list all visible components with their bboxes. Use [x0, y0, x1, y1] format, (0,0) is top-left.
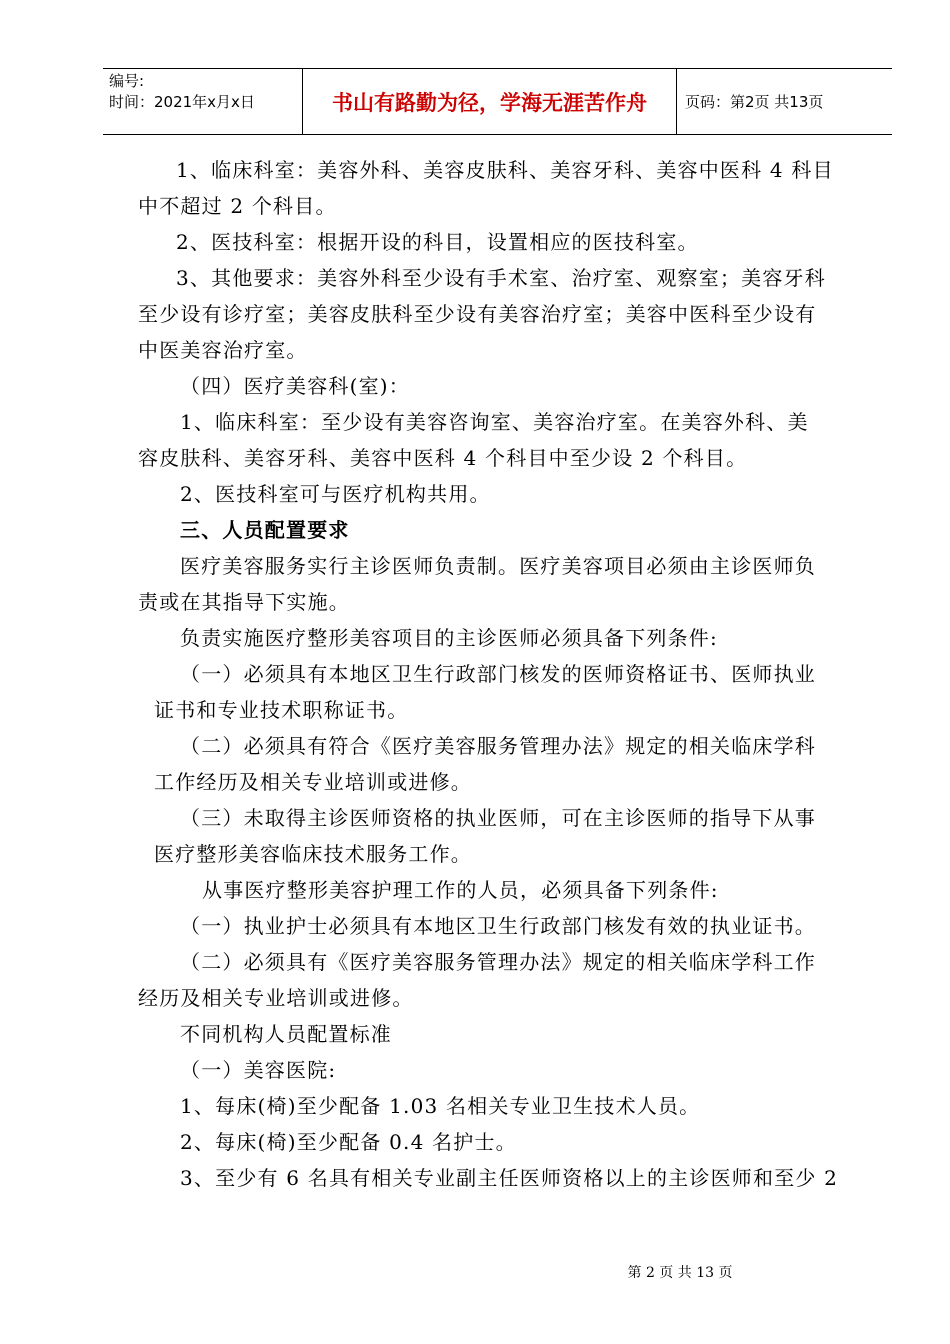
paragraph-line: 不同机构人员配置标准 [180, 1022, 392, 1046]
paragraph-line: 2、每床(椅)至少配备 0.4 名护士。 [180, 1130, 517, 1154]
paragraph-line: （二）必须具有《医疗美容服务管理办法》规定的相关临床学科工作 [180, 950, 816, 974]
paragraph-line: 工作经历及相关专业培训或进修。 [154, 770, 472, 794]
paragraph-line: 1、每床(椅)至少配备 1.03 名相关专业卫生技术人员。 [180, 1094, 701, 1118]
paragraph-line: 1、临床科室：至少设有美容咨询室、美容治疗室。在美容外科、美 [180, 410, 809, 434]
paragraph-line: 容皮肤科、美容牙科、美容中医科 4 个科目中至少设 2 个科目。 [138, 446, 748, 470]
paragraph-line: 医疗美容服务实行主诊医师负责制。医疗美容项目必须由主诊医师负 [180, 554, 816, 578]
paragraph-line: （一）美容医院: [180, 1058, 337, 1082]
page-header [103, 68, 892, 135]
paragraph-line: 3、其他要求：美容外科至少设有手术室、治疗室、观察室；美容牙科 [176, 266, 826, 290]
paragraph-line: 3、至少有 6 名具有相关专业副主任医师资格以上的主诊医师和至少 2 [180, 1166, 839, 1190]
time-label: 时间：2021年x月x日 [109, 93, 255, 111]
paragraph-line: 中不超过 2 个科目。 [138, 194, 337, 218]
paragraph-line: 2、医技科室：根据开设的科目，设置相应的医技科室。 [176, 230, 699, 254]
paragraph-line: 至少设有诊疗室；美容皮肤科至少设有美容治疗室；美容中医科至少设有 [138, 302, 817, 326]
page-footer: 第 2 页 共 13 页 [627, 1265, 733, 1281]
paragraph-line: 从事医疗整形美容护理工作的人员，必须具备下列条件: [202, 878, 719, 902]
paragraph-line: 责或在其指导下实施。 [138, 590, 350, 614]
paragraph-line: 2、医技科室可与医疗机构共用。 [180, 482, 491, 506]
section-heading: 三、人员配置要求 [180, 518, 350, 542]
header-motto: 书山有路勤为径，学海无涯苦作舟 [303, 69, 677, 134]
number-label: 编号: [109, 72, 145, 90]
paragraph-line: （四）医疗美容科(室)： [180, 374, 411, 398]
header-meta [103, 69, 303, 134]
paragraph-line: 证书和专业技术职称证书。 [154, 698, 409, 722]
paragraph-line: 负责实施医疗整形美容项目的主诊医师必须具备下列条件: [180, 626, 718, 650]
paragraph-line: 经历及相关专业培训或进修。 [138, 986, 414, 1010]
paragraph-line: （一）执业护士必须具有本地区卫生行政部门核发有效的执业证书。 [180, 914, 816, 938]
paragraph-line: （三）未取得主诊医师资格的执业医师，可在主诊医师的指导下从事 [180, 806, 816, 830]
paragraph-line: 中医美容治疗室。 [138, 338, 308, 362]
paragraph-line: （二）必须具有符合《医疗美容服务管理办法》规定的相关临床学科 [180, 734, 816, 758]
paragraph-line: 医疗整形美容临床技术服务工作。 [154, 842, 472, 866]
paragraph-line: （一）必须具有本地区卫生行政部门核发的医师资格证书、医师执业 [180, 662, 816, 686]
paragraph-line: 1、临床科室：美容外科、美容皮肤科、美容牙科、美容中医科 4 科目 [176, 158, 834, 182]
header-page-label: 页码：第2页 共13页 [685, 93, 824, 111]
document-body [138, 152, 860, 1196]
